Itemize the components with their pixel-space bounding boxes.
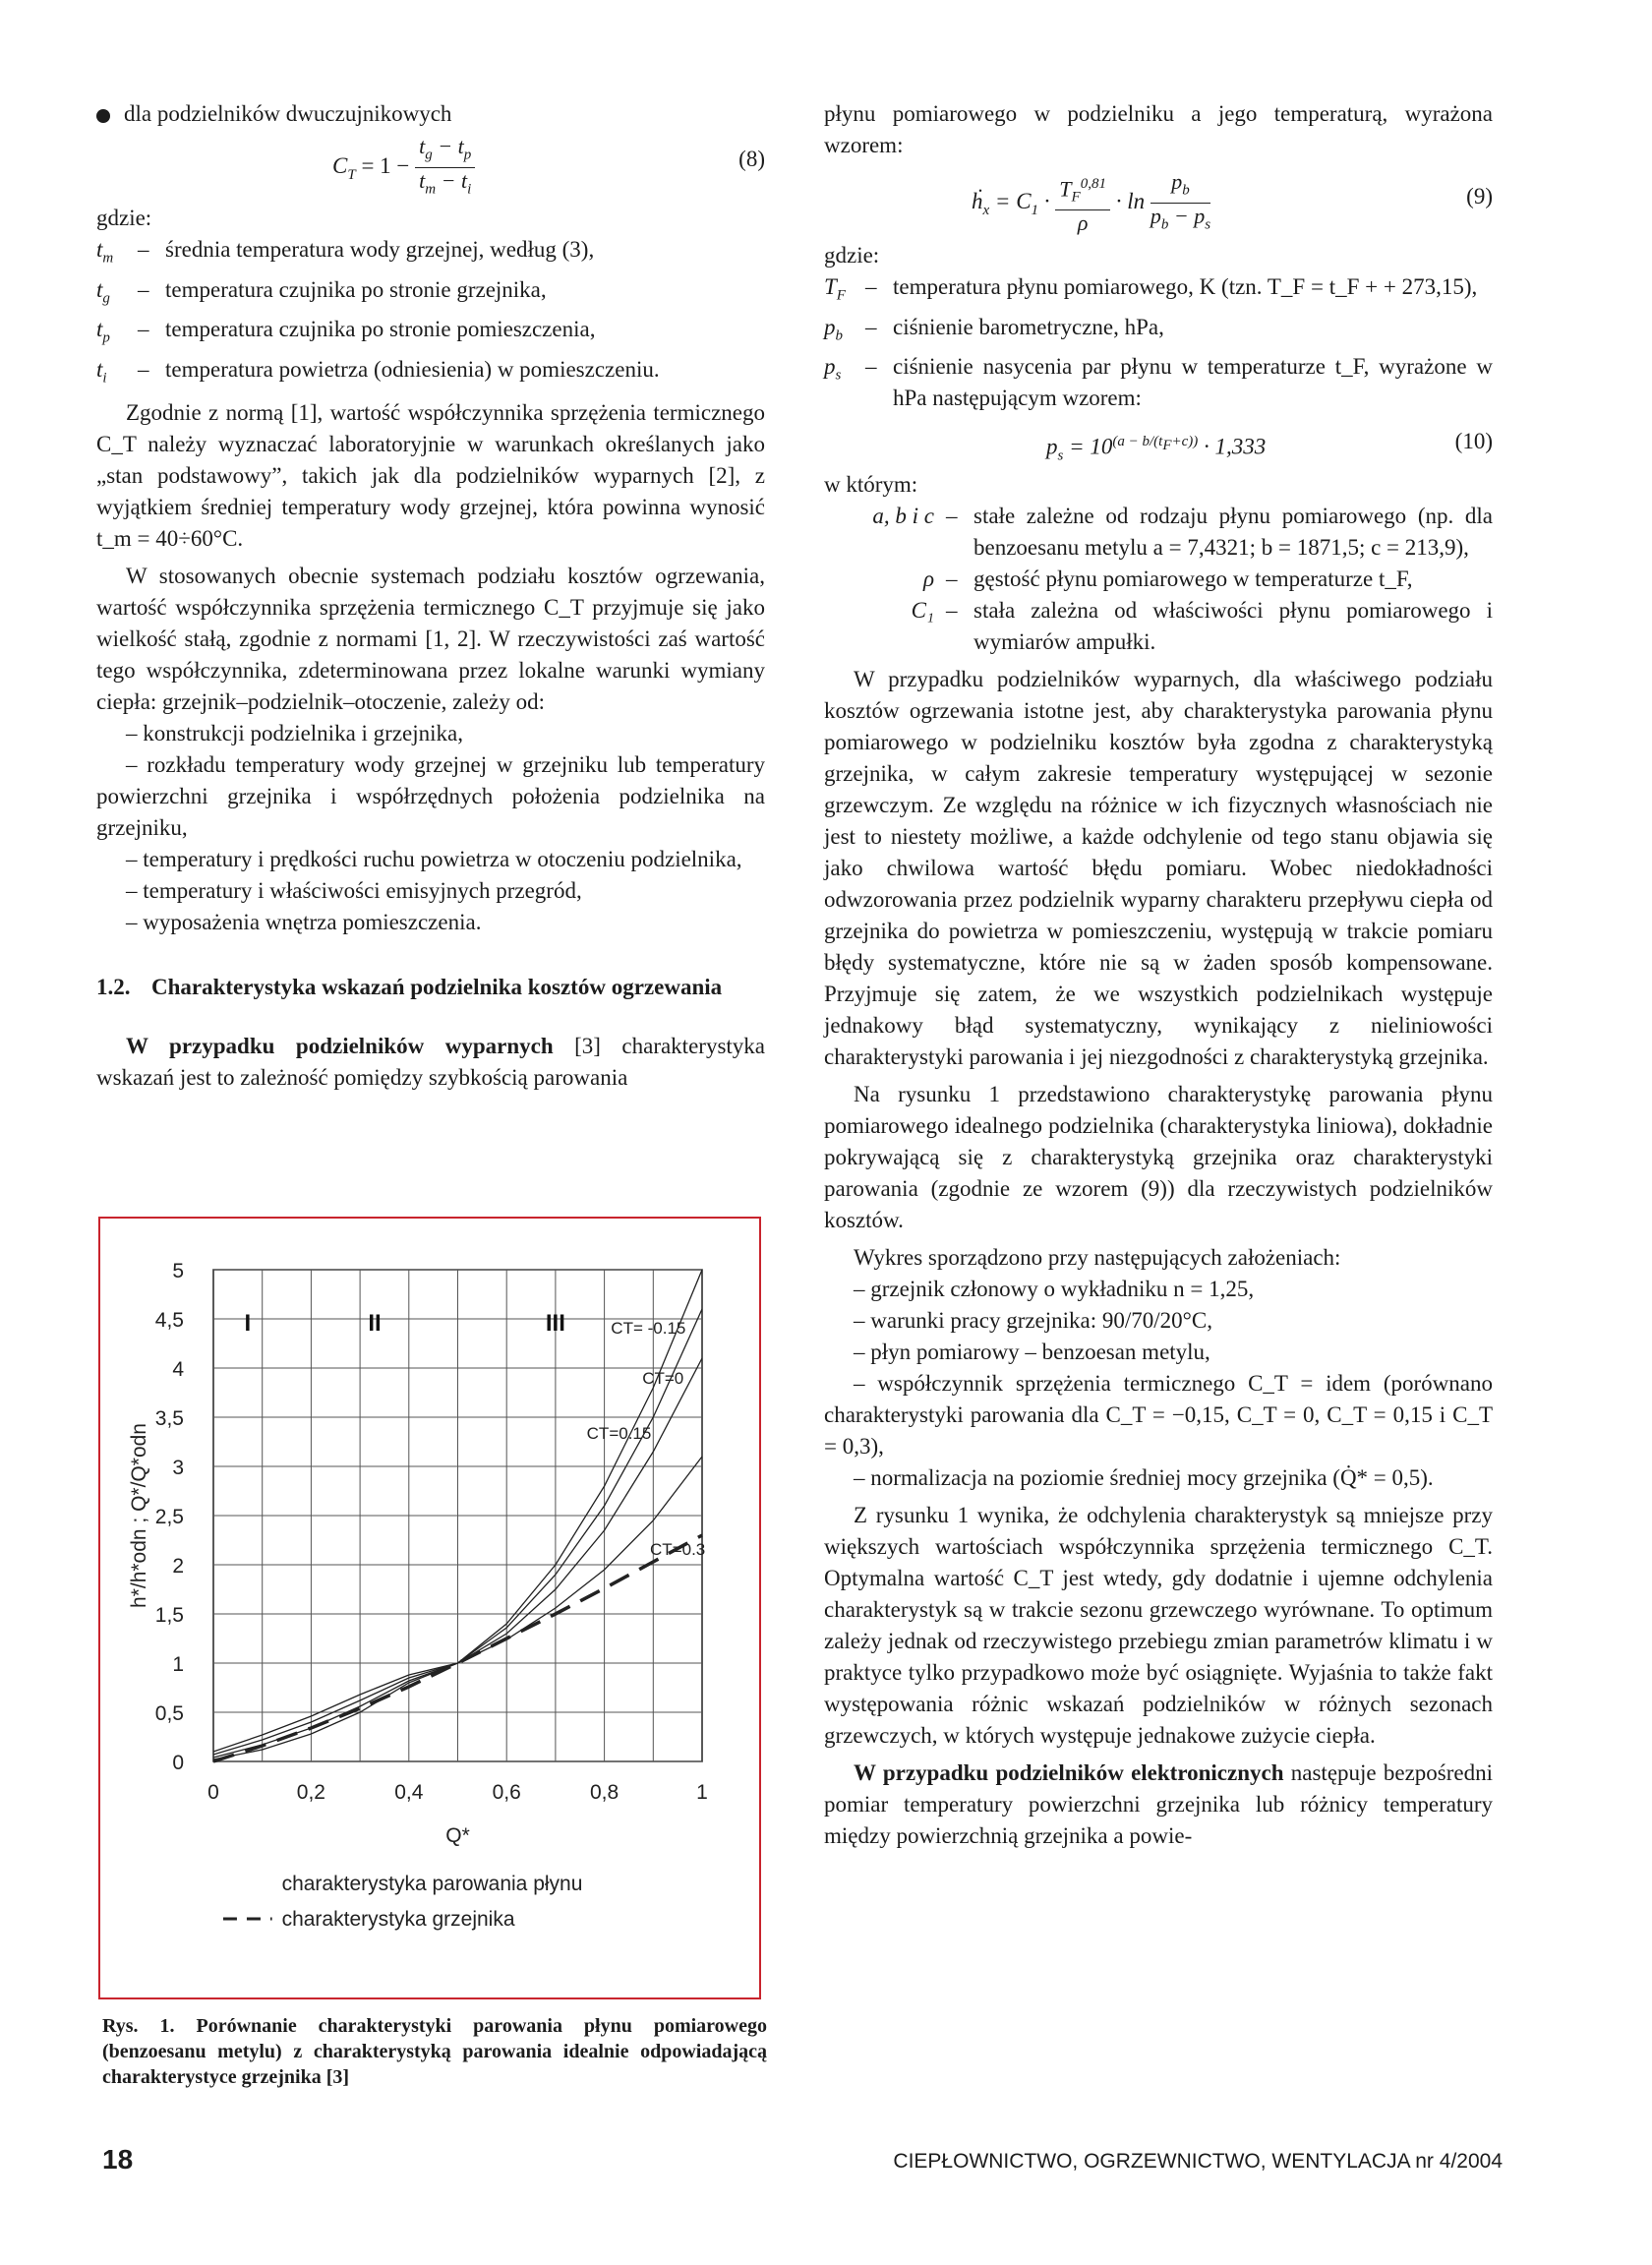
x-tick-label: 0,6 — [492, 1781, 521, 1804]
x-axis-title: Q* — [445, 1824, 470, 1847]
list-item: – rozkładu temperatury wody grzejnej w grzejniku lub temperatury powierzchni grzejnika i współrzędnych położenia podzielnika na grzejniku, — [96, 752, 765, 841]
x-tick-label: 0,2 — [296, 1781, 326, 1804]
y-axis-title: h*/h*odn ; Q*/Q*odn — [128, 1423, 150, 1608]
equation-10: $p_s = 10^{(a - b/(t_F+c))} \cdot 1,333$ (10) — [824, 414, 1493, 469]
series-label: CT= -0.15 — [611, 1319, 686, 1338]
y-tick-label: 2,5 — [154, 1506, 184, 1528]
list-item: – wyposażenia wnętrza pomieszczenia. — [126, 910, 482, 935]
y-tick-label: 3,5 — [154, 1407, 184, 1430]
variable-definitions — [824, 271, 1493, 414]
region-label: II — [368, 1310, 382, 1337]
definition-tg: $t_g$ – temperatura czujnika po stronie grzejnika, — [96, 276, 547, 307]
list-item: – normalizacja na poziomie średniej mocy grzejnika (Q̇* = 0,5). — [854, 1465, 1434, 1491]
paragraph-3: Wykres sporządzono przy następujących założeniach: — [854, 1245, 1341, 1271]
equation-8: $C_T = 1$ − $\frac{t_g - t_p}{t_m - t_i}$ (8) — [96, 130, 765, 203]
legend-text: charakterystyka parowania płynu — [281, 1873, 583, 1895]
list-item: – grzejnik członowy o wykładniku n = 1,25, — [854, 1277, 1255, 1302]
definition-C1: C₁ – stała zależna od właściwości płynu pomiarowego i wymiarów ampułki. — [911, 598, 1493, 655]
definition-ps: $p_s$ – ciśnienie nasycenia par płynu w temperaturze t_F, wyrażone w hPa następującym wzorem: — [824, 354, 1493, 411]
wktorym-label: w którym: — [824, 472, 918, 498]
y-tick-label: 4,5 — [154, 1309, 184, 1332]
y-tick-label: 0,5 — [154, 1702, 184, 1725]
constants-definitions — [824, 501, 1493, 658]
paragraph-1: Zgodnie z normą [1], wartość współczynnika sprzężenia termicznego C_T należy wyznaczać laboratoryjnie w warunkach określanych jako „stan podstawowy”, takich jak dla podzielników wyparnych [2], z wyjątkiem średniej temperatury wody grzejnej, która powinna wynosić t_m = 40÷60°C. — [96, 400, 765, 552]
definition-pb: $p_b$ – ciśnienie barometryczne, hPa, — [824, 314, 1164, 344]
definition-ti: $t_i$ – temperatura powietrza (odniesienia) w pomieszczeniu. — [96, 356, 660, 387]
gdzie-label: gdzie: — [824, 243, 880, 268]
definition-abc: a, b i c – stałe zależne od rodzaju płynu pomiarowego (np. dla benzoesanu metylu a = 7,4321; b = 1871,5; c = 213,9), — [872, 504, 1493, 561]
definition-tm: $t_m$ – średnia temperatura wody grzejnej, według (3), — [96, 237, 595, 267]
chart-svg — [100, 1219, 759, 1997]
paragraph-3: W przypadku podzielników wyparnych [3] charakterystyka wskazań jest to zależność pomiędzy szybkością parowania — [96, 1034, 765, 1091]
y-tick-label: 1 — [172, 1653, 184, 1676]
eq8-label: (8) — [738, 147, 765, 171]
list-item: – temperatury i prędkości ruchu powietrza w otoczeniu podzielnika, — [126, 847, 742, 872]
paragraph-5: W przypadku podzielników elektronicznych następuje bezpośredni pomiar temperatury powierzchni grzejnika lub różnicy temperatury między powierzchnią grzejnika a powie- — [824, 1760, 1493, 1849]
legend-text: charakterystyka grzejnika — [281, 1908, 515, 1931]
list-item: – warunki pracy grzejnika: 90/70/20°C, — [854, 1308, 1212, 1334]
bullet-icon — [96, 109, 110, 123]
eq8-denominator: $t_m - t_i$ — [419, 168, 472, 198]
x-tick-label: 0,8 — [589, 1781, 620, 1804]
y-tick-label: 3 — [172, 1457, 184, 1479]
eq9-label: (9) — [1466, 184, 1493, 209]
x-tick-label: 0 — [207, 1781, 219, 1804]
definition-tp: $t_p$ – temperatura czujnika po stronie pomieszczenia, — [96, 317, 596, 346]
x-tick-label: 0,4 — [394, 1781, 424, 1804]
y-tick-label: 2 — [172, 1555, 184, 1578]
paragraph-0: płynu pomiarowego w podzielniku a jego temperaturą, wyrażona wzorem: — [824, 101, 1493, 157]
equation-9: ḣ$_x$ = $C_1$ · $\frac{T_F^{0,81}}{\rho}$ · ln $\frac{p_b}{p_b - p_s}$ (9) — [972, 169, 1493, 236]
paragraph-2: Na rysunku 1 przedstawiono charakterystykę parowania płynu pomiarowego idealnego podzielnika (charakterystyka liniowa), dokładnie pokrywającą się z charakterystyką grzejnika oraz charakterystyki parowania (zgodnie ze wzorem (9)) dla rzeczywistych podzielników kosztów. — [824, 1082, 1493, 1233]
paragraph-2: W stosowanych obecnie systemach podziału kosztów ogrzewania, wartość współczynnika sprzężenia termicznego C_T przyjmuje się jako wielkość stałą, zgodnie z normami [1, 2]. W rzeczywistości zaś wartość tego współczynnika, zdeterminowana przez lokalne warunki wymiany ciepła: grzejnik–podzielnik–otoczenie, zależy od: — [96, 564, 765, 715]
list-item: – temperatury i właściwości emisyjnych przegród, — [126, 878, 582, 904]
region-label: III — [545, 1310, 565, 1337]
region-label: I — [244, 1310, 252, 1337]
list-item: – płyn pomiarowy – benzoesan metylu, — [854, 1340, 1210, 1365]
list-item: – konstrukcji podzielnika i grzejnika, — [126, 721, 463, 746]
definition-TF: $T_F$ – temperatura płynu pomiarowego, K (tzn. T_F = t_F + + 273,15), — [824, 274, 1478, 304]
gdzie-label: gdzie: — [96, 206, 152, 230]
eq8-numerator: $t_g - t_p$ — [415, 134, 475, 168]
right-column — [824, 98, 1493, 1852]
y-tick-label: 5 — [172, 1260, 184, 1282]
figure-caption: Rys. 1. Porównanie charakterystyki parowania płynu pomiarowego (benzoesanu metylu) z charakterystyką parowania idealnie odpowiadającą charakterystyce grzejnika [3] — [102, 2015, 767, 2088]
page-number: 18 — [102, 2144, 134, 2175]
series-label: CT=0.3 — [650, 1540, 706, 1559]
bullet-line: dla podzielników dwuczujnikowych — [96, 98, 765, 130]
y-tick-label: 0 — [172, 1752, 184, 1774]
variable-definitions — [96, 234, 765, 393]
series-label: CT=0 — [642, 1369, 684, 1388]
section-heading: 1.2. Charakterystyka wskazań podzielnika kosztów ogrzewania — [96, 975, 723, 1000]
left-column — [96, 98, 765, 1094]
x-tick-label: 1 — [696, 1781, 708, 1804]
figure-1 — [98, 1217, 761, 1999]
list-item: – współczynnik sprzężenia termicznego C_T = idem (porównano charakterystyki parowania dla C_T = −0,15, C_T = 0, C_T = 0,15 i C_T = 0,3), — [824, 1371, 1493, 1460]
journal-footer: CIEPŁOWNICTWO, OGRZEWNICTWO, WENTYLACJA nr 4/2004 — [893, 2150, 1503, 2173]
paragraph-4: Z rysunku 1 wynika, że odchylenia charakterystyk są mniejsze przy większych wartościach współczynnika sprzężenia termicznego C_T. Optymalna wartość C_T jest wtedy, gdy dodatnie i ujemne odchylenia charakterystyk są w trakcie sezonu grzewczego wyrównane. To optimum zależy jednak od rzeczywistego przebiegu zmian parametrów klimatu i w praktyce tylko przypadkowo może być osiągnięte. Wyjaśnia to także fakt występowania różnic wskazań podzielników w różnych sezonach grzewczych, w których występuje jednakowe zużycie ciepła. — [824, 1503, 1493, 1749]
definition-rho: ρ – gęstość płynu pomiarowego w temperaturze t_F, — [922, 566, 1413, 592]
eq10-label: (10) — [1454, 429, 1493, 454]
y-tick-label: 4 — [172, 1358, 184, 1381]
series-label: CT=0.15 — [586, 1424, 652, 1443]
y-tick-label: 1,5 — [154, 1604, 184, 1627]
paragraph-1: W przypadku podzielników wyparnych, dla właściwego podziału kosztów ogrzewania istotne jest, aby charakterystyka parowania płynu pomiarowego w podzielniku kosztów była zgodna z charakterystyką grzejnika, w całym zakresie temperatury występującej w sezonie grzewczym. Ze względu na różnice w ich fizycznych własnościach nie jest to niestety możliwe, a każde odchylenie od tego stanu objawia się jako chwilowa wartość błędu pomiaru. Wobec niedokładności odwzorowania przez podzielnik wyparny charakteru przepływu ciepła od grzejnika do powietrza w pomieszczeniu, występują w trakcie pomiaru błędy systematyczne, które nie są w żaden sposób kompensowane. Przyjmuje się zatem, że we wszystkich podzielnikach występuje jednakowy błąd systematyczny, wynikający z nieliniowości charakterystyki parowania i jej niezgodności z charakterystyką grzejnika. — [824, 667, 1493, 1070]
